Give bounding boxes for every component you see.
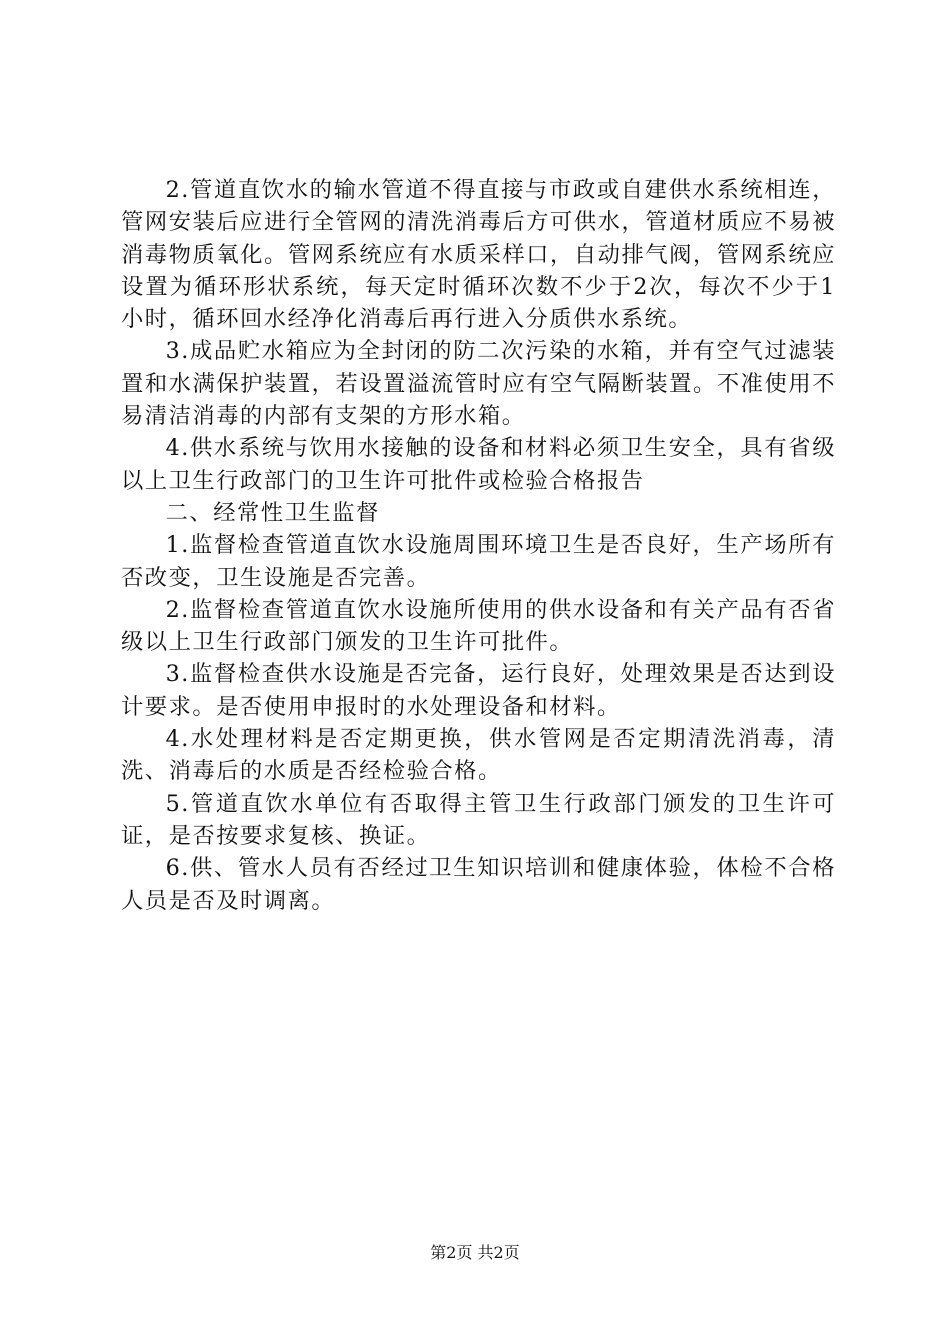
paragraph-supervision-3: 3.监督检查供水设施是否完备，运行良好，处理效果是否达到设计要求。是否使用申报时的水处理设备和材料。 [121,661,836,720]
paragraph-supervision-5: 5.管道直饮水单位有否取得主管卫生行政部门颁发的卫生许可证，是否按要求复核、换证。 [121,790,836,849]
paragraph-requirement-3: 3.成品贮水箱应为全封闭的防二次污染的水箱，并有空气过滤装置和水满保护装置，若设置溢流管时应有空气隔断装置。不准使用不易清洁消毒的内部有支架的方形水箱。 [121,338,836,430]
paragraph-supervision-4: 4.水处理材料是否定期更换，供水管网是否定期清洗消毒，清洗、消毒后的水质是否经检验合格。 [121,726,836,785]
document-body [121,174,836,917]
paragraph-requirement-2: 2.管道直饮水的输水管道不得直接与市政或自建供水系统相连，管网安装后应进行全管网的清洗消毒后方可供水，管道材质应不易被消毒物质氧化。管网系统应有水质采样口，自动排气阀，管网系统应设置为循环形状系统，每天定时循环次数不少于2次，每次不少于1小时，循环回水经净化消毒后再行进入分质供水系统。 [121,177,836,333]
paragraph-supervision-2: 2.监督检查管道直饮水设施所使用的供水设备和有关产品有否省级以上卫生行政部门颁发的卫生许可批件。 [121,596,836,656]
paragraph-supervision-6: 6.供、管水人员有否经过卫生知识培训和健康体验，体检不合格人员是否及时调离。 [121,855,836,914]
paragraph-supervision-1: 1.监督检查管道直饮水设施周围环境卫生是否良好，生产场所有否改变，卫生设施是否完善。 [121,532,836,591]
paragraph-requirement-4: 4.供水系统与饮用水接触的设备和材料必须卫生安全，具有省级以上卫生行政部门的卫生许可批件或检验合格报告 [121,435,836,494]
section-heading-routine-supervision: 二、经常性卫生监督 [165,499,380,526]
page-number-footer: 第2页 共2页 [430,1243,520,1262]
